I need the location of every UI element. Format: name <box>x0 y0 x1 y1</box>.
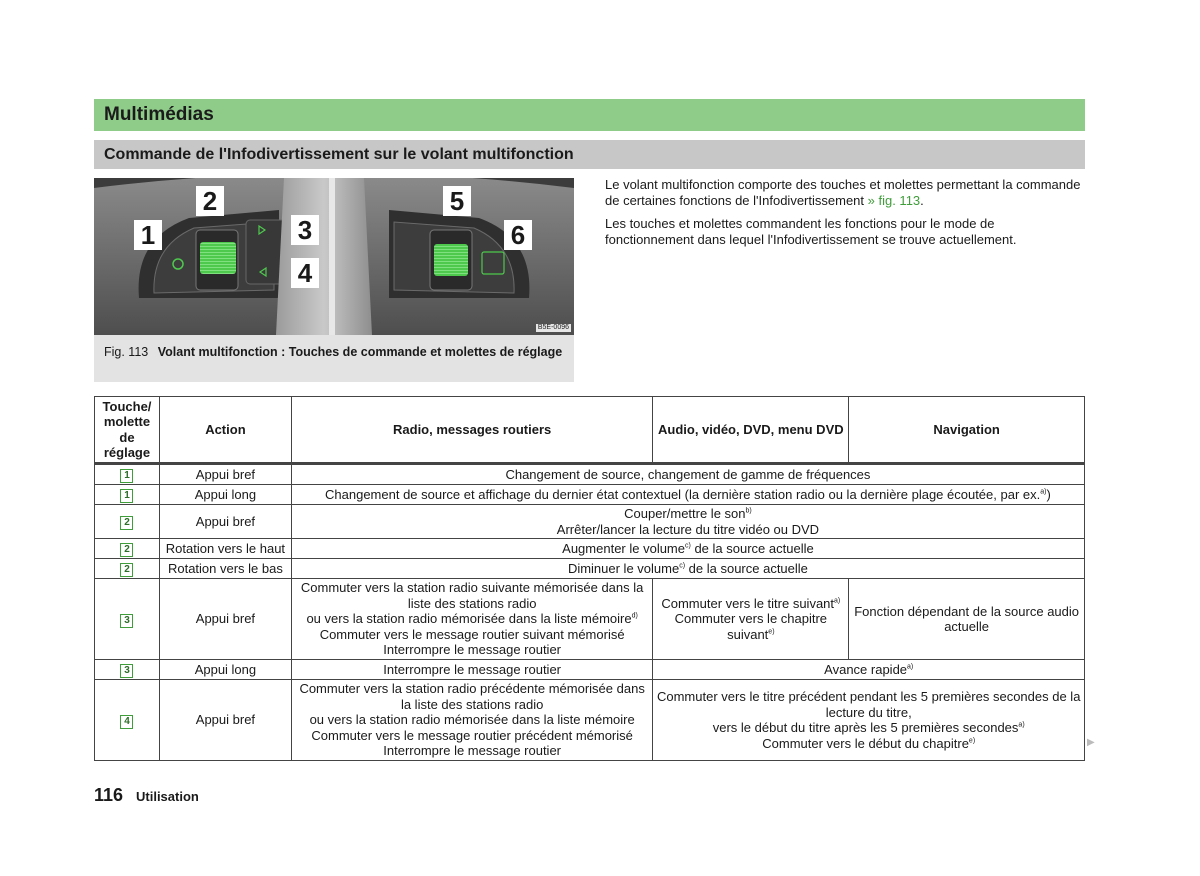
radio-cell: Interrompre le message routier <box>291 660 653 680</box>
intro-text <box>605 177 1085 255</box>
table-row <box>95 539 1085 559</box>
function-text-end: ) <box>1046 486 1051 502</box>
function-cell <box>291 539 1084 559</box>
caption-title: Volant multifonction : Touches de commande et molettes de réglage <box>157 345 563 359</box>
audio-nav-cell <box>653 660 1085 680</box>
function-line: Commuter vers le titre précédent pendant les 5 premières secondes de la lecture du titre, <box>656 689 1081 720</box>
radio-line: ou vers la station radio mémorisée dans la liste mémoire <box>306 611 632 627</box>
next-page-arrow-icon: ▶ <box>1087 737 1095 748</box>
function-text-end: de la source actuelle <box>685 560 808 576</box>
action-cell: Appui long <box>159 485 291 505</box>
footnote-ref: c) <box>685 542 691 550</box>
controls-table <box>94 396 1085 761</box>
callout-2: 2 <box>202 186 218 216</box>
table-header-row <box>95 397 1085 464</box>
function-text-end: de la source actuelle <box>690 540 814 556</box>
callout-1: 1 <box>140 220 156 250</box>
key-badge: 2 <box>120 543 133 557</box>
function-cell <box>291 485 1084 505</box>
key-badge: 3 <box>120 664 133 678</box>
figure-link[interactable]: » fig. 113 <box>867 193 921 208</box>
chapter-label: Utilisation <box>136 789 199 804</box>
footnote-ref: a) <box>1018 721 1025 729</box>
function-text: Diminuer le volume <box>567 560 680 576</box>
header-action: Action <box>159 397 291 464</box>
subsection-title: Commande de l'Infodivertissement sur le volant multifonction <box>94 140 1085 169</box>
section-title: Multimédias <box>94 99 1085 131</box>
callout-4: 4 <box>297 258 313 288</box>
function-line: Commuter vers le début du chapitre <box>762 735 969 751</box>
footnote-ref: a) <box>907 663 914 671</box>
function-cell <box>291 505 1084 539</box>
footnote-ref: e) <box>968 737 976 745</box>
key-badge: 3 <box>120 614 133 628</box>
footnote-ref: d) <box>631 612 638 620</box>
table-row <box>95 680 1085 761</box>
intro-p1-text: Le volant multifonction comporte des touches et molettes permettant la commande de certaines fonctions de l'Infodivertissement <box>605 177 1081 208</box>
callout-6: 6 <box>510 220 526 250</box>
audio-line: Commuter vers le chapitre suivant <box>674 611 828 642</box>
table-row <box>95 485 1085 505</box>
action-cell: Appui bref <box>159 505 291 539</box>
table-row <box>95 559 1085 579</box>
function-line-2: Arrêter/lancer la lecture du titre vidéo ou DVD <box>556 521 820 537</box>
radio-line: Interrompre le message routier <box>383 642 562 658</box>
header-radio: Radio, messages routiers <box>291 397 653 464</box>
audio-nav-cell <box>653 680 1085 761</box>
navigation-cell: Fonction dépendant de la source audio actuelle <box>849 579 1085 660</box>
action-cell: Appui long <box>159 660 291 680</box>
table-row <box>95 505 1085 539</box>
figure-caption <box>94 335 574 382</box>
intro-paragraph-1 <box>605 177 1085 209</box>
function-text: Augmenter le volume <box>562 540 685 556</box>
figure-code: B5E-0096 <box>537 324 569 331</box>
key-badge: 1 <box>120 489 133 503</box>
action-cell: Appui bref <box>159 579 291 660</box>
footnote-ref: b) <box>745 507 752 515</box>
radio-line: Commuter vers le message routier précédent mémorisé <box>311 727 633 743</box>
steering-wheel-figure <box>94 178 574 335</box>
radio-line: ou vers la station radio mémorisée dans la liste mémoire <box>309 712 635 728</box>
radio-line: Interrompre le message routier <box>383 743 562 759</box>
table-row <box>95 660 1085 680</box>
footnote-ref: a) <box>1040 488 1047 496</box>
radio-cell <box>291 579 653 660</box>
audio-line: Commuter vers le titre suivant <box>661 595 835 611</box>
radio-line: Commuter vers la station radio précédente mémorisée dans la liste des stations radio <box>299 681 645 712</box>
radio-cell <box>291 680 653 761</box>
radio-line: Commuter vers la station radio suivante mémorisée dans la liste des stations radio <box>300 580 644 611</box>
intro-paragraph-2: Les touches et molettes commandent les fonctions pour le mode de fonctionnement dans lequel l'Infodivertissement se trouve actuellement. <box>605 216 1017 247</box>
footnote-ref: a) <box>834 597 841 605</box>
header-navigation: Navigation <box>849 397 1085 464</box>
function-line-1: Couper/mettre le son <box>624 506 746 521</box>
function-cell <box>291 559 1084 579</box>
footnote-ref: e) <box>768 628 775 636</box>
key-badge: 2 <box>120 563 133 577</box>
caption-number: Fig. 113 <box>104 345 149 359</box>
action-cell: Rotation vers le bas <box>159 559 291 579</box>
steering-wheel-illustration <box>94 178 574 335</box>
function-line: vers le début du titre après les 5 premières secondes <box>712 720 1019 735</box>
action-cell: Appui bref <box>159 680 291 761</box>
key-badge: 1 <box>120 469 133 483</box>
header-key: Touche/ molette de réglage <box>95 397 160 464</box>
function-text: Avance rapide <box>824 661 908 677</box>
function-text: Changement de source et affichage du dernier état contextuel (la dernière station radio ou la dernière plage écoutée, par ex. <box>325 486 1041 502</box>
audio-cell <box>653 579 849 660</box>
table-row <box>95 464 1085 485</box>
action-cell: Rotation vers le haut <box>159 539 291 559</box>
footnote-ref: c) <box>679 562 686 570</box>
page-number: 116 <box>94 785 124 805</box>
intro-p1-end: . <box>920 193 924 208</box>
header-audio: Audio, vidéo, DVD, menu DVD <box>653 397 849 464</box>
key-badge: 4 <box>120 715 133 729</box>
callout-3: 3 <box>297 215 313 245</box>
key-badge: 2 <box>120 516 133 530</box>
callout-5: 5 <box>449 186 465 216</box>
radio-line: Commuter vers le message routier suivant mémorisé <box>319 626 625 642</box>
table-row <box>95 579 1085 660</box>
function-cell: Changement de source, changement de gamme de fréquences <box>291 464 1084 485</box>
action-cell: Appui bref <box>159 464 291 485</box>
